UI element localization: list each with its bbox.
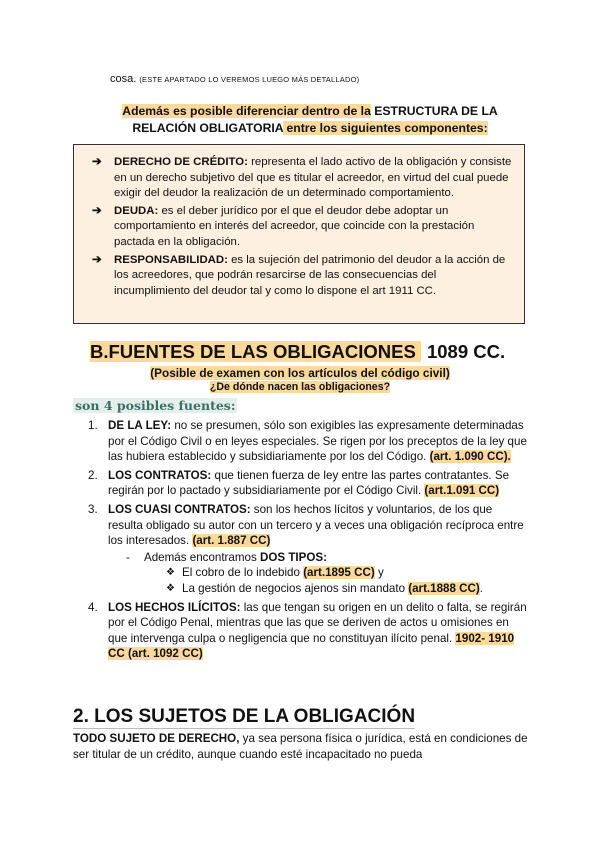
component-term: DERECHO DE CRÉDITO: <box>114 156 248 168</box>
list-item <box>88 600 528 662</box>
intro-part3: RELACIÓN OBLIGATORIA <box>132 121 284 135</box>
arrow-right-icon: ➔ <box>92 156 102 168</box>
arrow-right-icon: ➔ <box>92 253 102 266</box>
section-2-lead: TODO SUJETO DE DERECHO, <box>73 732 240 745</box>
cuasi-type-ref: (art.1895 CC) <box>303 566 375 580</box>
source-ref: (art. 1.090 CC). <box>429 450 511 464</box>
list-number: 1. <box>88 419 98 432</box>
source-term: LOS HECHOS ILÍCITOS: <box>108 600 241 614</box>
list-number: 2. <box>88 468 98 482</box>
top-note: (ESTE APARTADO LO VEREMOS LUEGO MÁS DETALLADO) <box>139 75 360 84</box>
diamond-bullet-icon: ❖ <box>166 567 175 579</box>
cuasi-type-text: El cobro de lo indebido <box>182 566 304 580</box>
fuentes-label: son 4 posibles fuentes: <box>75 398 236 413</box>
component-term: RESPONSABILIDAD: <box>114 253 228 266</box>
cuasi-types <box>108 550 528 566</box>
component-item <box>90 204 512 251</box>
cuasi-type-text: La gestión de negocios ajenos sin mandato <box>182 581 409 595</box>
section-b-title: B.FUENTES DE LAS OBLIGACIONES <box>90 341 421 362</box>
component-item <box>90 155 512 202</box>
component-item <box>90 253 512 300</box>
intro-part2: ESTRUCTURA DE LA <box>370 104 498 118</box>
section-b-question <box>0 381 600 393</box>
list-number: 4. <box>88 600 98 614</box>
section-2-paragraph <box>73 731 528 762</box>
source-term: LOS CONTRATOS: <box>108 468 212 482</box>
section-b-heading <box>90 341 505 363</box>
section-b-sub2: ¿De dónde nacen las obligaciones? <box>209 381 391 393</box>
cuasi-type-item <box>108 565 528 581</box>
intro-part1: Además es posible diferenciar dentro de la <box>122 104 371 118</box>
list-item <box>88 502 528 597</box>
source-term: LOS CUASI CONTRATOS: <box>108 502 251 516</box>
components-box <box>73 144 525 324</box>
source-ref: (art.1.091 CC) <box>424 484 500 498</box>
source-term: DE LA LEY: <box>108 419 172 432</box>
list-number: 3. <box>88 502 98 516</box>
section-b-sub1: (Posible de examen con los artículos del código civil) <box>150 366 450 380</box>
source-text: que tienen fuerza de ley entre las partes contratantes. Se regirán por lo pactado y subsidiariamente por el Código Civil. <box>108 468 510 498</box>
component-text: es el deber jurídico por el que el deudor debe adoptar un comportamiento en interés del acreedor, que coincide con la prestación pactada en la obligación. <box>114 204 475 248</box>
section-b-code: 1089 CC. <box>426 341 506 362</box>
top-word: cosa. <box>110 73 137 85</box>
cuasi-type-tail: . <box>479 581 484 595</box>
source-ref: 1902- 1910 CC (art. 1092 CC) <box>108 631 515 661</box>
source-ref: (art. 1.887 CC) <box>192 534 271 548</box>
dash-bullet: - <box>126 550 130 564</box>
cuasi-lead: Además encontramos <box>144 550 260 564</box>
component-term: DEUDA: <box>114 204 159 217</box>
section-b-subtitle <box>0 366 600 380</box>
component-text: representa el lado activo de la obligación y consiste en un derecho subjetivo del que es titular el acreedor, en virtud del cual puede exigir del deudor la realización de un determinado comportamiento. <box>114 156 512 200</box>
component-text: es la sujeción del patrimonio del deudor a la acción de los acreedores, que podrán resarcirse de las consecuencias del incumplimiento del deudor tal y como lo dispone el art 1911 CC. <box>114 253 506 297</box>
top-line <box>110 73 359 85</box>
cuasi-type-tail: y <box>374 566 384 580</box>
section-2-text: ya sea persona física o jurídica, está en condiciones de ser titular de un crédito, aunque cuando esté incapacitado no pueda <box>73 732 528 761</box>
cuasi-bold: DOS TIPOS: <box>260 550 327 564</box>
source-text: no se presumen, sólo son exigibles las expresamente determinadas por el Código Civil o en leyes especiales. Se rigen por los preceptos de la ley que las hubiera establecido y subsidiariamente por los del Código. <box>108 419 527 464</box>
source-text: son los hechos lícitos y voluntarios, de los que resulta obligado su autor con un tercero y a veces una obligación recíproca entre los interesados. <box>108 502 524 548</box>
list-item <box>88 418 528 465</box>
intro-paragraph <box>60 103 560 137</box>
source-text: las que tengan su origen en un delito o falta, se regirán por el Código Penal, mientras que las que se deriven de actos u omisiones en que intervenga culpa o negligencia que no constituyan ilícito penal. <box>108 600 527 645</box>
sources-list <box>88 418 528 665</box>
intro-part4: entre los siguientes componentes: <box>283 121 488 135</box>
cuasi-type-item <box>108 581 528 597</box>
arrow-right-icon: ➔ <box>92 204 102 217</box>
list-item <box>88 468 528 499</box>
cuasi-type-ref: (art.1888 CC) <box>408 581 480 595</box>
diamond-bullet-icon: ❖ <box>166 582 175 594</box>
section-2-heading: 2. LOS SUJETOS DE LA OBLIGACIÓN <box>73 706 416 727</box>
